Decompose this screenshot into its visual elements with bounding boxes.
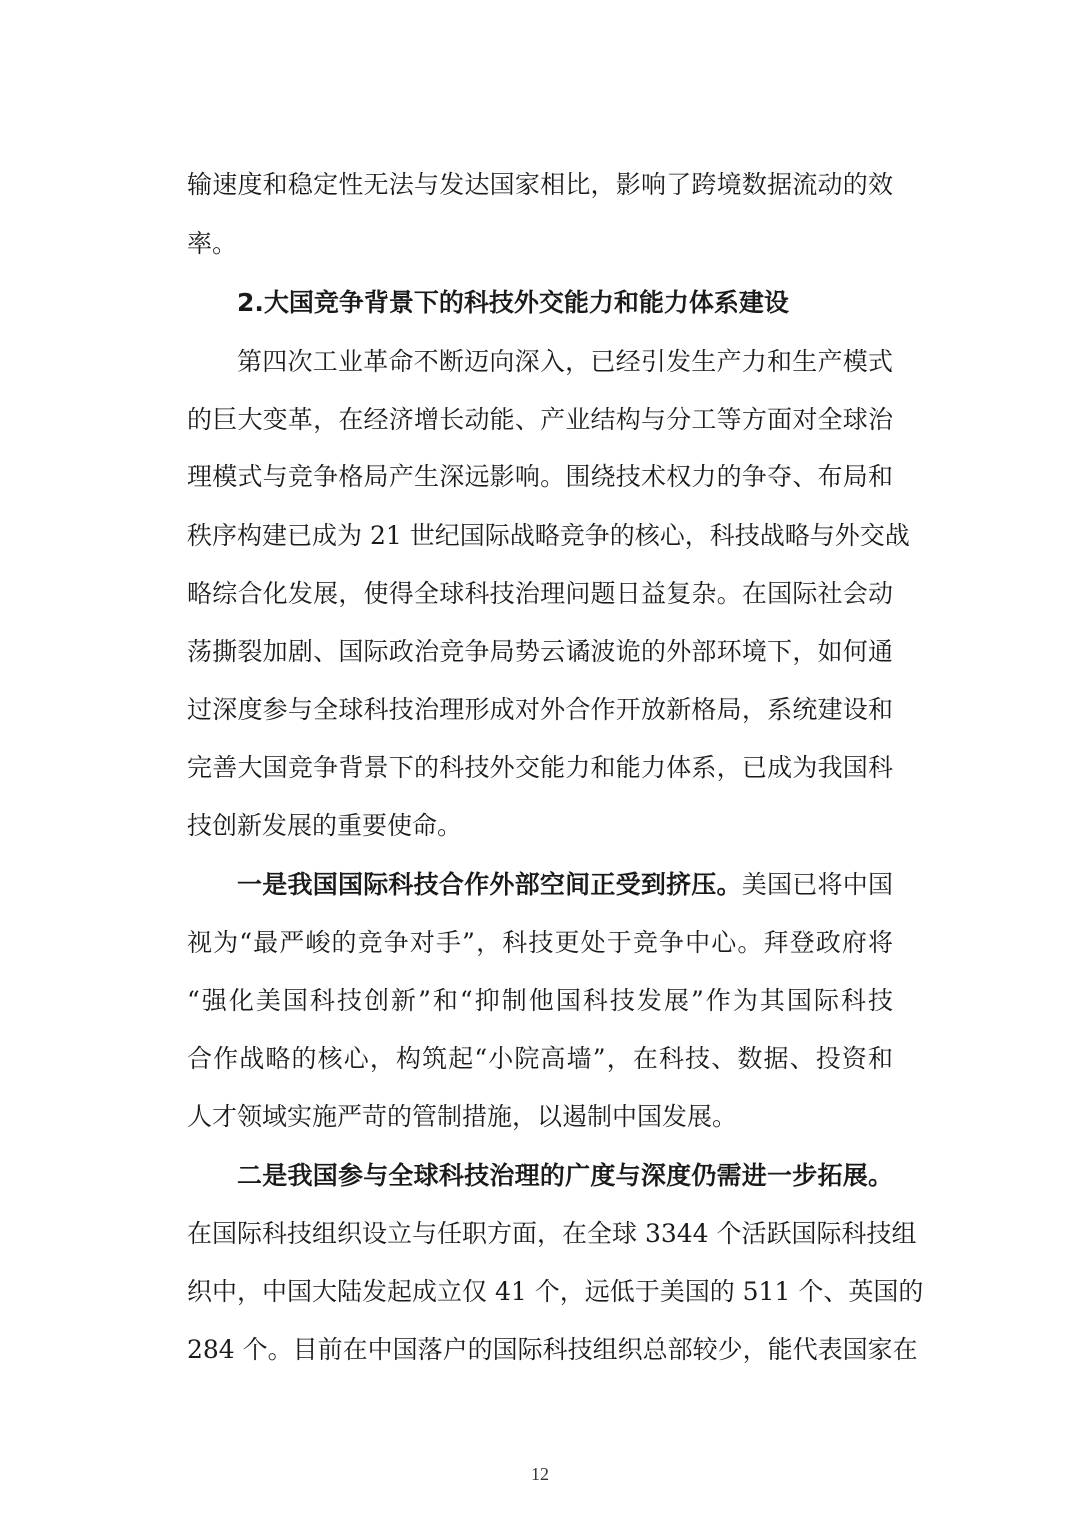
paragraph-4-line-1: 二是我国参与全球科技治理的广度与深度仍需进一步拓展。 (237, 1161, 893, 1190)
paragraph-2-line-2: 的巨大变革，在经济增长动能、产业结构与分工等方面对全球治 (187, 405, 893, 434)
section-heading: 2.大国竞争背景下的科技外交能力和能力体系建设 (237, 288, 789, 317)
paragraph-4-line-4: 284 个。目前在中国落户的国际科技组织总部较少，能代表国家在 (187, 1335, 918, 1364)
paragraph-1-line-2: 率。 (187, 229, 238, 258)
paragraph-2-line-7: 过深度参与全球科技治理形成对外合作开放新格局，系统建设和 (187, 695, 893, 724)
paragraph-4-line-3: 织中，中国大陆发起成立仅 41 个，远低于美国的 511 个、英国的 (187, 1277, 924, 1306)
paragraph-2-line-1: 第四次工业革命不断迈向深入，已经引发生产力和生产模式 (237, 347, 893, 376)
paragraph-3-line-1 (237, 865, 893, 905)
page-number: 12 (531, 1464, 549, 1484)
paragraph-2-line-4: 秩序构建已成为 21 世纪国际战略竞争的核心，科技战略与外交战 (187, 521, 910, 550)
paragraph-3-line-2: 视为“最严峻的竞争对手”，科技更处于竞争中心。拜登政府将 (187, 928, 893, 957)
paragraph-3-line-5: 人才领域实施严苛的管制措施，以遏制中国发展。 (187, 1102, 738, 1131)
paragraph-3-lead-bold: 一是我国国际科技合作外部空间正受到挤压。 (237, 870, 742, 899)
paragraph-1-line-1: 输速度和稳定性无法与发达国家相比，影响了跨境数据流动的效 (187, 170, 893, 199)
paragraph-2-line-8: 完善大国竞争背景下的科技外交能力和能力体系，已成为我国科 (187, 753, 893, 782)
paragraph-3-line-3: “强化美国科技创新”和“抑制他国科技发展”作为其国际科技 (187, 986, 893, 1015)
paragraph-2-line-6: 荡撕裂加剧、国际政治竞争局势云谲波诡的外部环境下，如何通 (187, 637, 893, 666)
paragraph-2-line-3: 理模式与竞争格局产生深远影响。围绕技术权力的争夺、布局和 (187, 462, 893, 491)
paragraph-2-line-9: 技创新发展的重要使命。 (187, 811, 463, 840)
paragraph-3-line-4: 合作战略的核心，构筑起“小院高墙”，在科技、数据、投资和 (187, 1044, 893, 1073)
paragraph-4-line-2: 在国际科技组织设立与任职方面，在全球 3344 个活跃国际科技组 (187, 1219, 917, 1248)
paragraph-3-lead-rest: 美国已将中国 (741, 870, 893, 899)
paragraph-2-line-5: 略综合化发展，使得全球科技治理问题日益复杂。在国际社会动 (187, 579, 893, 608)
